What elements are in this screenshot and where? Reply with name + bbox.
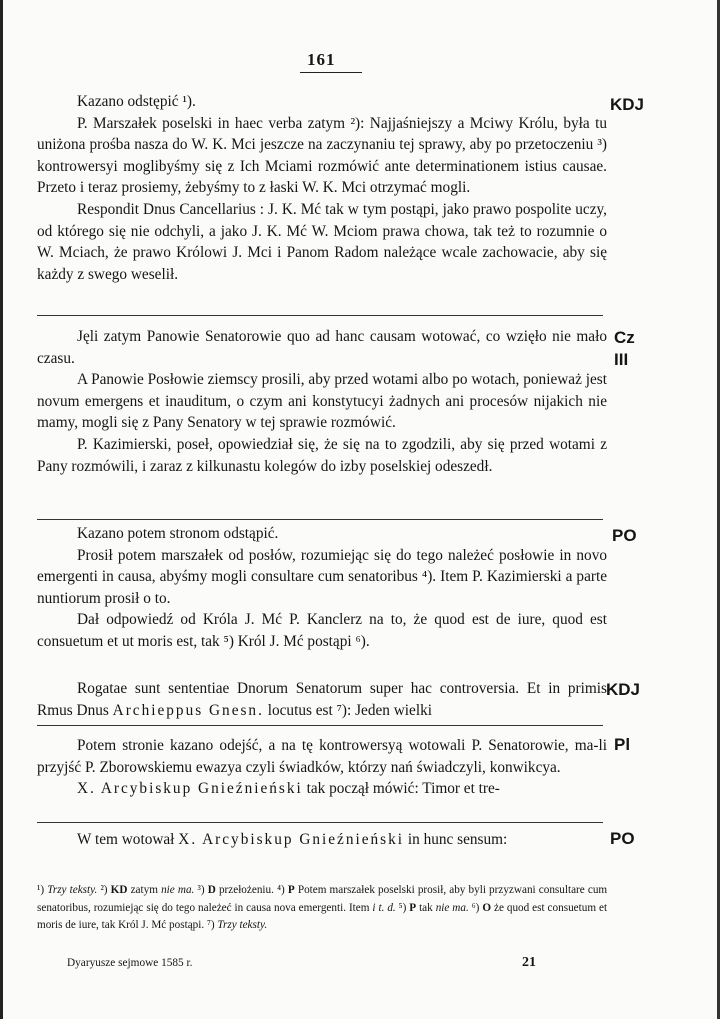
footnote-5-note: nie ma. bbox=[435, 901, 469, 914]
footnote-marker: ¹) bbox=[37, 884, 45, 896]
footnotes bbox=[37, 882, 607, 935]
signature-mark: 21 bbox=[522, 955, 536, 970]
footnote-marker: ⁶) bbox=[471, 901, 480, 914]
scan-edge-left bbox=[0, 0, 3, 1019]
paragraph bbox=[37, 778, 607, 800]
footnote-5: tak bbox=[419, 901, 433, 914]
text-line: Et in primis Rmus Dnus bbox=[37, 680, 607, 719]
section-kdj-2 bbox=[37, 678, 607, 721]
text-line: Rogatae sunt sententiae Dnorum Senatorum super hac controversia. bbox=[77, 680, 520, 697]
section-divider bbox=[37, 315, 603, 316]
margin-note-pl: Pl bbox=[614, 735, 631, 754]
section-po-1 bbox=[37, 523, 607, 653]
paragraph: Kazano odstępić ¹). bbox=[77, 93, 196, 110]
paragraph: Respondit Dnus Cancellarius : J. K. Mć tak w tym postąpi, jako prawo pospolite uczy, od którego się nie odchyli, a jako J. K. Mć W. Mciom prawa chowa, tak też to rozumnie o W. Mciach, że prawo Królowi J. Mci i Panom Radom należące wcale zachowacie, aby się każdy z swego weselił. bbox=[37, 200, 607, 283]
section-divider bbox=[37, 822, 603, 823]
section-divider bbox=[37, 519, 603, 520]
spaced-name: Archieppus Gnesn. bbox=[112, 701, 264, 719]
footnote-siglum: KD bbox=[110, 884, 128, 896]
footnote-4-note: i t. d. bbox=[372, 901, 396, 914]
margin-note-kdj: KDJ bbox=[606, 680, 641, 699]
footnote-marker: ³) bbox=[197, 884, 205, 896]
paragraph: P. Kazimierski, poseł, opowiedział się, że się na to zgodzili, aby się przed wotami z Pany rozmówili, i zaraz z kilkunastu kolegów do izby poselskiej odeszedł. bbox=[37, 435, 607, 475]
section-cz bbox=[37, 326, 607, 477]
paragraph bbox=[37, 678, 607, 721]
footnote-marker: ⁵) bbox=[398, 901, 407, 914]
paragraph: Jęli zatym Panowie Senatorowie quo ad hanc causam wotować, co wzięło nie mało czasu. bbox=[37, 328, 607, 367]
margin-note-po: PO bbox=[612, 526, 637, 545]
margin-note-kdj: KDJ bbox=[610, 95, 645, 114]
footnote-text bbox=[37, 882, 607, 935]
text-line: tak począł mówić: Timor et tre- bbox=[302, 780, 500, 798]
margin-note-cz: Cz bbox=[614, 328, 635, 347]
section-divider bbox=[37, 725, 603, 726]
paragraph: A Panowie Posłowie ziemscy prosili, aby przed wotami albo po wotach, ponieważ jest novum emergens et inauditum, o czym ani konstytucyi żadnych ani procesów nijakich nie mamy, mogli się z Pany Senatory w tej sprawie rozmówić. bbox=[37, 371, 607, 432]
text-line: in hunc sensum: bbox=[404, 831, 508, 848]
section-pl bbox=[37, 735, 607, 800]
footnote-3: przełożeniu. bbox=[218, 884, 274, 896]
footnote-marker: ⁴) bbox=[277, 884, 285, 896]
spaced-name: X. Arcybiskup Gnieźnieński bbox=[178, 831, 405, 848]
footnote-marker: ⁷) bbox=[206, 919, 215, 931]
paragraph: Kazano potem stronom odstąpić. bbox=[77, 525, 279, 542]
footnote-2-note: nie ma. bbox=[161, 884, 195, 896]
footnote-siglum: P bbox=[287, 884, 295, 896]
page-number-rule bbox=[300, 72, 362, 73]
footnote-4: Potem marszałek poselski prosił, aby byli przyzwani consultare cum senatoribus, rozumiejąc się do tego należeć in causa nova emergenti. Item bbox=[37, 884, 608, 914]
margin-note-iii: III bbox=[614, 350, 629, 369]
paragraph: Potem stronie kazano odejść, a na tę kontrowersyą wotowali P. Senatorowie, ma-li przyjść P. Zborowskiemu ewazya czyli świadków, którzy nań świadczyli, konwikcya. bbox=[37, 737, 607, 776]
margin-note-po: PO bbox=[610, 829, 635, 848]
paragraph: Prosił potem marszałek od posłów, rozumiejąc się do tego należeć posłowie in novo emergenti in causa, abyśmy mogli consultare cum senatoribus ⁴). Item P. Kazimierski a parte nuntiorum prosił o to. bbox=[37, 546, 607, 607]
spaced-name: X. Arcybiskup Gnieźnieński bbox=[77, 780, 303, 798]
footnote-7: Trzy teksty. bbox=[217, 919, 268, 931]
paragraph: Dał odpowiedź od Króla J. Mć P. Kanclerz na to, że quod est de iure, quod est consuetum et ut moris est, tak ⁵) Król J. Mć postąpi ⁶). bbox=[37, 611, 607, 650]
text-line: locutus est ⁷): Jeden wielki bbox=[263, 701, 432, 719]
paragraph: P. Marszałek poselski in haec verba zatym ²): Najjaśniejszy a Mciwy Królu, była tu uniżona prośba nasza do W. K. Mci jeszcze na zaczynaniu tej sprawy, aby po przetoczeniu ³) kontrowersyi moglibyśmy się z Ich Mciami rozmówić ante determinationem istius causae. Przeto i teraz prosiemy, żebyśmy to z łaski W. K. Mci otrzymać mogli. bbox=[37, 114, 607, 197]
footnote-2: zatym bbox=[130, 884, 158, 896]
footnote-6: że quod est consuetum et moris de iure, tak Król J. Mć postąpi. bbox=[37, 901, 608, 931]
footnote-siglum: D bbox=[207, 884, 216, 896]
footnote-siglum: O bbox=[482, 901, 492, 914]
section-po-2 bbox=[37, 829, 607, 851]
paragraph bbox=[37, 829, 607, 851]
section-kdj-1 bbox=[37, 91, 607, 285]
text-line: W tem wotował bbox=[77, 831, 179, 848]
publication-title: Dyaryusze sejmowe 1585 r. bbox=[67, 957, 193, 969]
footnote-marker: ²) bbox=[100, 884, 108, 896]
footnote-1: Trzy teksty. bbox=[47, 884, 98, 896]
page-number: 161 bbox=[307, 50, 336, 69]
footnote-siglum: P bbox=[409, 901, 417, 914]
